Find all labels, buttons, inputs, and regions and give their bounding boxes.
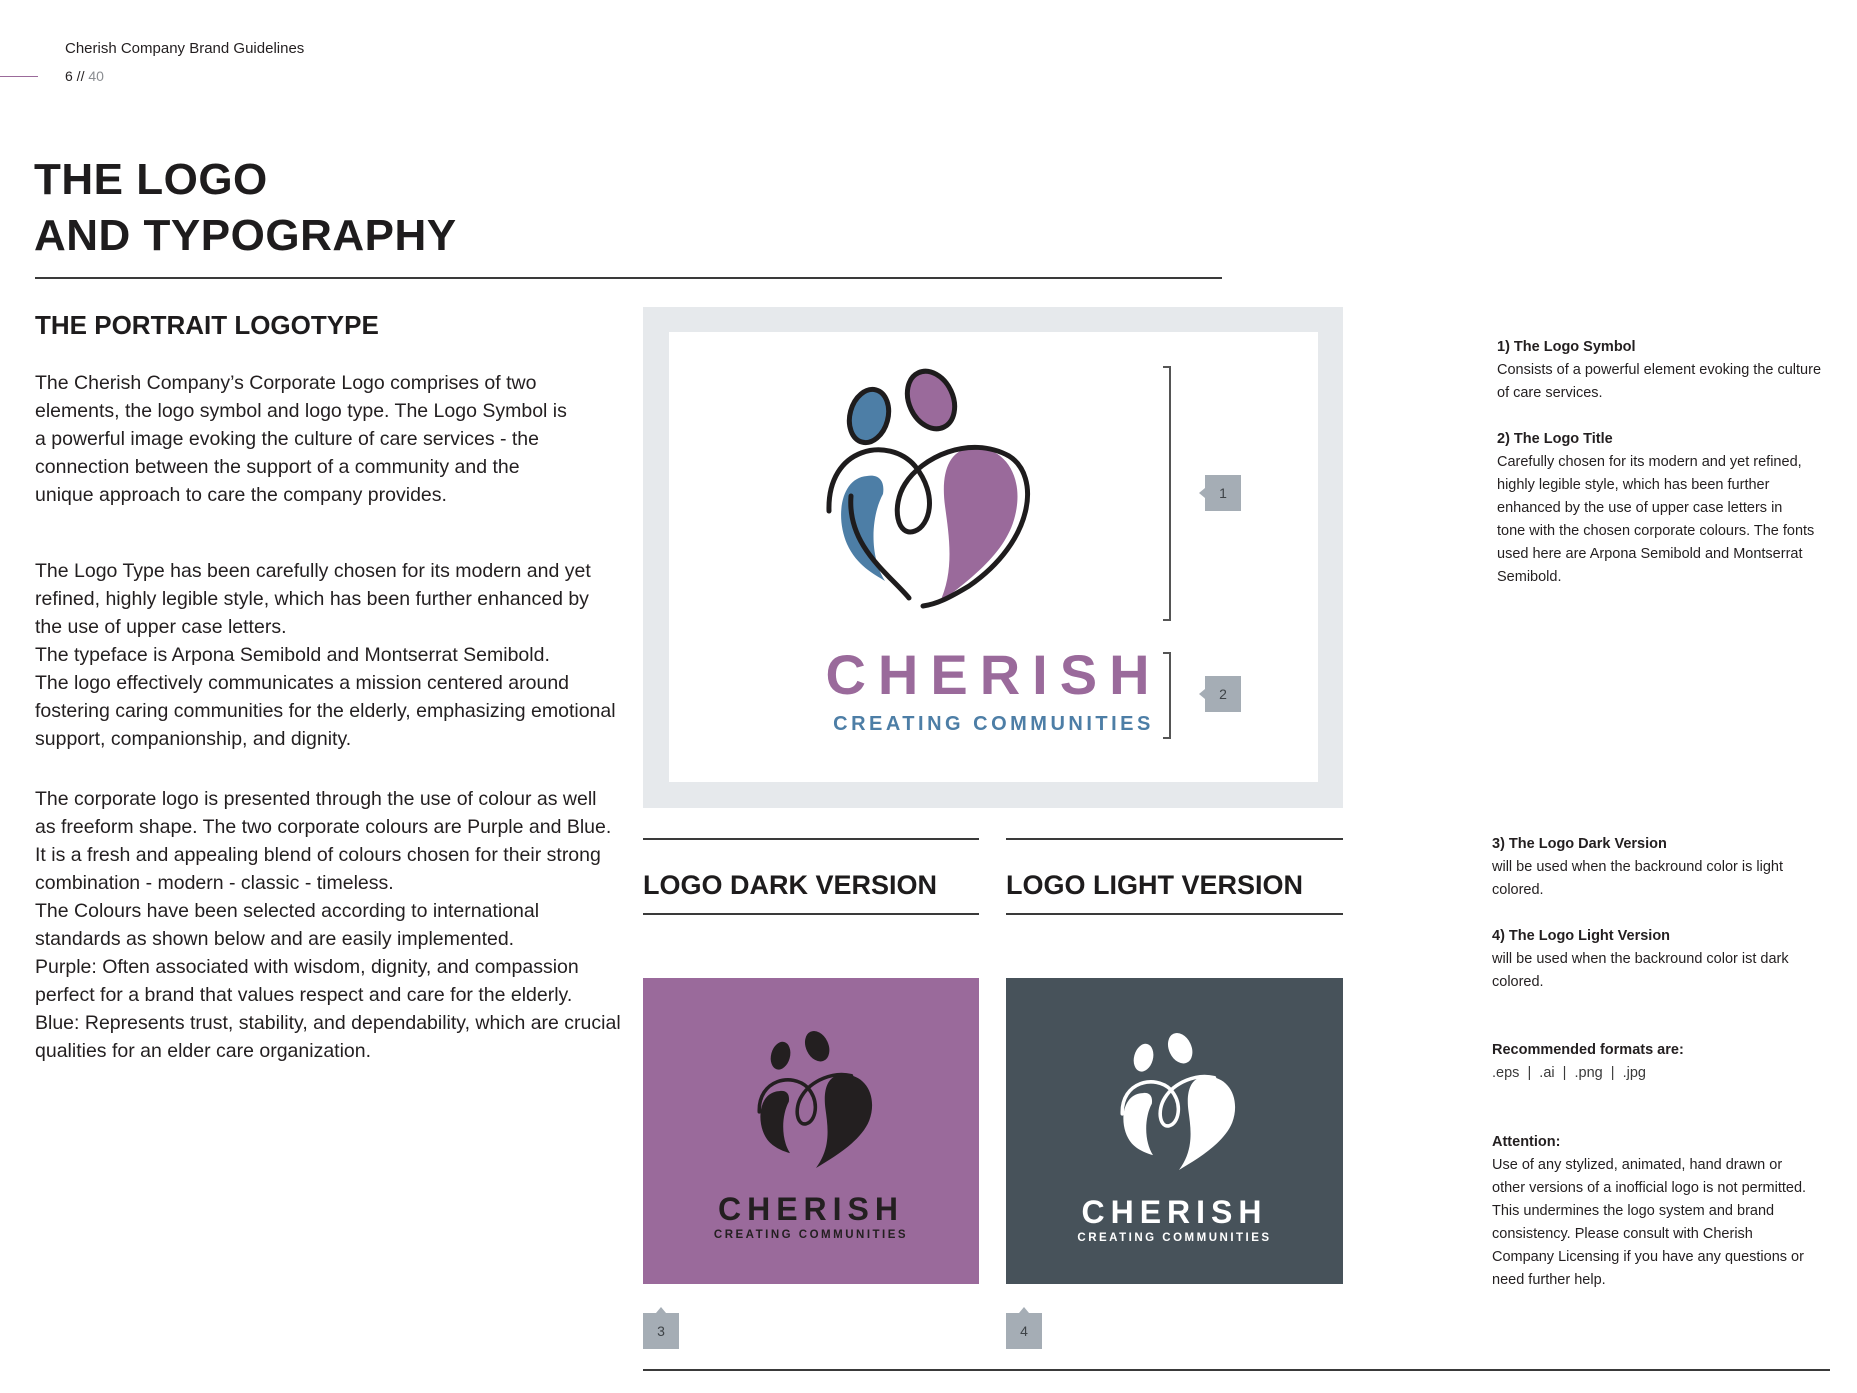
note-attention	[1492, 1131, 1852, 1292]
text-line: Blue: Represents trust, stability, and dependability, which are crucial	[35, 1012, 621, 1034]
light-logo-wordmark: CHERISH	[1081, 1194, 1268, 1230]
page-current: 6	[65, 68, 73, 84]
dark-logo-tagline: CREATING COMMUNITIES	[713, 1229, 909, 1241]
text-line: standards as shown below and are easily implemented.	[35, 928, 515, 950]
text-line: as freeform shape. The two corporate colours are Purple and Blue.	[35, 816, 612, 838]
note-line: highly legible style, which has been further	[1497, 477, 1770, 493]
text-line: elements, the logo symbol and logo type. The Logo Symbol is	[35, 400, 567, 422]
page-title-line-1: THE LOGO	[34, 155, 268, 204]
note-line: Company Licensing if you have any questions or	[1492, 1249, 1804, 1265]
cherish-logo-dark-icon	[751, 1026, 881, 1174]
logo-dark-version-panel	[643, 978, 979, 1284]
text-line: qualities for an elder care organization.	[35, 1040, 372, 1062]
text-line: It is a fresh and appealing blend of colours chosen for their strong	[35, 844, 601, 866]
marker-4: 4	[1006, 1313, 1042, 1349]
note-title: 2) The Logo Title	[1497, 431, 1613, 447]
header-accent-line	[0, 76, 38, 77]
text-line: refined, highly legible style, which has been further enhanced by	[35, 588, 589, 610]
note-line: used here are Arpona Semibold and Montserrat	[1497, 546, 1803, 562]
marker-2: 2	[1205, 676, 1241, 712]
dark-version-top-rule	[643, 838, 979, 840]
text-line: The Logo Type has been carefully chosen for its modern and yet	[35, 560, 591, 582]
marker-3: 3	[643, 1313, 679, 1349]
bottom-divider	[643, 1369, 1830, 1371]
text-line: a powerful image evoking the culture of care services - the	[35, 428, 540, 450]
text-line: combination - modern - classic - timeless.	[35, 872, 394, 894]
light-version-top-rule	[1006, 838, 1343, 840]
text-line: The corporate logo is presented through the use of colour as well	[35, 788, 597, 810]
note-line: Consists of a powerful element evoking the culture	[1497, 362, 1822, 378]
note-line: Carefully chosen for its modern and yet refined,	[1497, 454, 1802, 470]
note-title: Recommended formats are:	[1492, 1042, 1684, 1058]
text-line: the use of upper case letters.	[35, 616, 287, 638]
page-title	[34, 152, 457, 264]
paragraph-logo-type	[35, 557, 645, 753]
marker-1: 1	[1205, 475, 1241, 511]
note-dark-version	[1492, 833, 1852, 902]
note-recommended-formats	[1492, 1039, 1852, 1085]
page-total: 40	[88, 68, 104, 84]
note-line: This undermines the logo system and brand	[1492, 1203, 1775, 1219]
logo-panel	[669, 332, 1318, 782]
note-line: other versions of a inofficial logo is not permitted.	[1492, 1180, 1807, 1196]
note-line: will be used when the backround color ist dark	[1492, 951, 1789, 967]
logo-tagline: CREATING COMMUNITIES	[833, 713, 1154, 735]
note-line: of care services.	[1497, 385, 1603, 401]
text-line: support, companionship, and dignity.	[35, 728, 352, 750]
title-bracket	[1163, 652, 1171, 739]
light-version-title: LOGO LIGHT VERSION	[1006, 870, 1304, 900]
page-title-line-2: AND TYPOGRAPHY	[34, 211, 457, 260]
text-line: perfect for a brand that values respect and care for the elderly.	[35, 984, 573, 1006]
note-title: 1) The Logo Symbol	[1497, 339, 1636, 355]
paragraph-logo-overview	[35, 369, 645, 509]
text-line: connection between the support of a community and the	[35, 456, 520, 478]
text-line: The logo effectively communicates a mission centered around	[35, 672, 570, 694]
cherish-logo-symbol-icon	[819, 366, 1039, 616]
note-line: Use of any stylized, animated, hand drawn or	[1492, 1157, 1783, 1173]
note-line: tone with the chosen corporate colours. The fonts	[1497, 523, 1815, 539]
light-version-bottom-rule	[1006, 913, 1343, 915]
light-logo-tagline: CREATING COMMUNITIES	[1077, 1232, 1272, 1244]
note-line: colored.	[1492, 974, 1544, 990]
dark-version-bottom-rule	[643, 913, 979, 915]
note-title: 4) The Logo Light Version	[1492, 928, 1671, 944]
cherish-logo-light-icon	[1114, 1028, 1244, 1176]
dark-logo-wordmark: CHERISH	[717, 1191, 904, 1227]
page-separator: //	[72, 68, 89, 84]
logo-wordmark: CHERISH	[825, 643, 1162, 706]
paragraph-corporate-colours	[35, 785, 645, 1065]
title-divider	[35, 277, 1222, 279]
text-line: fostering caring communities for the elderly, emphasizing emotional	[35, 700, 616, 722]
page-number	[65, 68, 104, 84]
symbol-bracket	[1163, 366, 1171, 621]
note-title: Attention:	[1492, 1134, 1561, 1150]
note-line: will be used when the backround color is light	[1492, 859, 1783, 875]
note-logo-title	[1497, 428, 1857, 589]
note-light-version	[1492, 925, 1852, 994]
section-title: THE PORTRAIT LOGOTYPE	[35, 310, 379, 340]
logo-light-version-panel	[1006, 978, 1343, 1284]
note-line: consistency. Please consult with Cherish	[1492, 1226, 1753, 1242]
text-line: The typeface is Arpona Semibold and Montserrat Semibold.	[35, 644, 550, 666]
document-title: Cherish Company Brand Guidelines	[65, 40, 305, 57]
note-line: colored.	[1492, 882, 1544, 898]
note-logo-symbol	[1497, 336, 1857, 405]
text-line: The Cherish Company’s Corporate Logo comprises of two	[35, 372, 537, 394]
dark-version-title: LOGO DARK VERSION	[643, 870, 938, 900]
note-title: 3) The Logo Dark Version	[1492, 836, 1667, 852]
note-line: Semibold.	[1497, 569, 1562, 585]
formats-list: .eps | .ai | .png | .jpg	[1492, 1065, 1646, 1081]
text-line: Purple: Often associated with wisdom, dignity, and compassion	[35, 956, 579, 978]
text-line: The Colours have been selected according to international	[35, 900, 540, 922]
note-line: enhanced by the use of upper case letters in	[1497, 500, 1783, 516]
text-line: unique approach to care the company provides.	[35, 484, 447, 506]
note-line: need further help.	[1492, 1272, 1606, 1288]
